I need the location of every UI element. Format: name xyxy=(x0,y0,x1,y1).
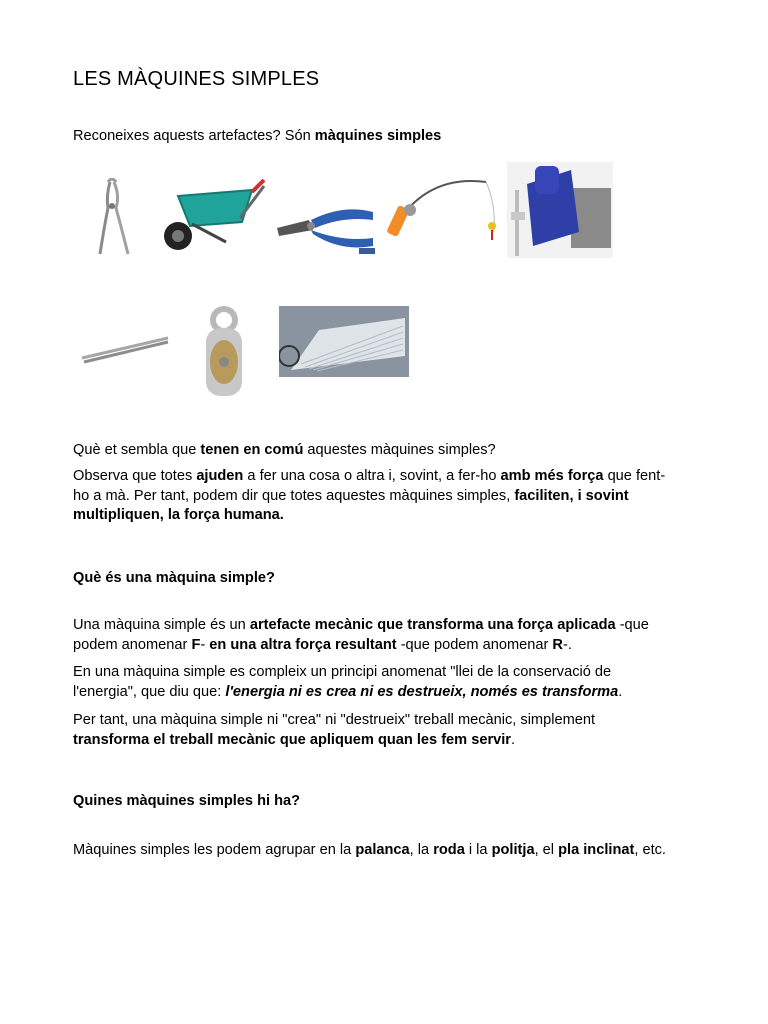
p5-b2: roda xyxy=(433,842,465,858)
p2-s3: - xyxy=(200,636,210,653)
p5-s2: , la xyxy=(409,842,434,858)
p5-b4: pla inclinat xyxy=(558,842,635,858)
p1-b3: faciliten, i sovint multipliquen, la força humana. xyxy=(73,487,629,523)
p1-s3: que fent-ho a mà. Per tant, podem dir que totes aquestes màquines simples, xyxy=(73,468,666,504)
p5-b1: palanca xyxy=(355,842,410,858)
p1-s2: a fer una cosa o altra i, sovint, a fer-ho xyxy=(243,468,501,484)
wheelbarrow-image xyxy=(156,178,268,254)
p1-b1: ajuden xyxy=(196,468,244,484)
pliers-extractor-image xyxy=(96,178,136,258)
intro-text: Reconeixes aquests artefactes? Són xyxy=(73,128,315,144)
intro-bold: màquines simples xyxy=(314,128,442,144)
p5-s3: i la xyxy=(464,842,492,858)
definition-paragraph xyxy=(73,616,693,655)
section-heading-which: Quines màquines simples hi ha? xyxy=(73,793,301,809)
p4-b1: transforma el treball mecànic que apliquem quan les fem servir xyxy=(73,731,511,748)
work-paragraph xyxy=(73,711,633,750)
q1-text-c: aquestes màquines simples? xyxy=(303,442,496,458)
p2-b3: en una altra força resultant xyxy=(209,636,397,653)
page-title: LES MÀQUINES SIMPLES xyxy=(73,68,320,90)
intro-paragraph xyxy=(73,127,693,147)
pliers-image xyxy=(273,198,379,256)
p2-s4: -que podem anomenar xyxy=(396,636,553,653)
p4-s2: . xyxy=(510,731,516,748)
pulley-image xyxy=(194,304,254,400)
tweezers-image xyxy=(78,330,172,370)
p2-b4: R xyxy=(552,636,563,653)
p2-s1: Una màquina simple és un xyxy=(73,617,250,633)
p5-s5: , etc. xyxy=(634,842,666,858)
p3-bold-italic: l'energia ni es crea ni es destrueix, només es transforma xyxy=(225,683,619,700)
p4-s1: Per tant, una màquina simple ni "crea" ni "destrueix" treball mecànic, simplement xyxy=(73,712,596,728)
p1-b2: amb més força xyxy=(500,468,604,484)
energy-paragraph xyxy=(73,663,673,702)
p2-s2: -que podem anomenar xyxy=(73,617,649,653)
p5-s1: Màquines simples les podem agrupar en la xyxy=(73,842,356,858)
bench-vise-image xyxy=(507,162,613,258)
p5-s4: , el xyxy=(534,842,559,858)
q1-text-a: Què et sembla que xyxy=(73,442,201,458)
p2-b2: F xyxy=(191,636,201,653)
p2-b1: artefacte mecànic que transforma una força aplicada xyxy=(249,617,616,633)
p2-s5: -. xyxy=(562,636,572,653)
p5-b3: politja xyxy=(491,842,535,858)
ramp-image xyxy=(279,306,409,377)
q1-bold: tenen en comú xyxy=(200,442,304,458)
groups-paragraph xyxy=(73,841,683,861)
question-paragraph xyxy=(73,441,693,461)
p3-s2: . xyxy=(618,683,623,700)
p1-s1: Observa que totes xyxy=(73,468,197,484)
section-heading-what-is: Què és una màquina simple? xyxy=(73,570,275,586)
observation-paragraph xyxy=(73,467,673,526)
fishing-rod-image xyxy=(386,164,504,248)
p3-s1: En una màquina simple es compleix un principi anomenat "llei de la conservació de l'energia", que diu que: xyxy=(73,664,612,700)
